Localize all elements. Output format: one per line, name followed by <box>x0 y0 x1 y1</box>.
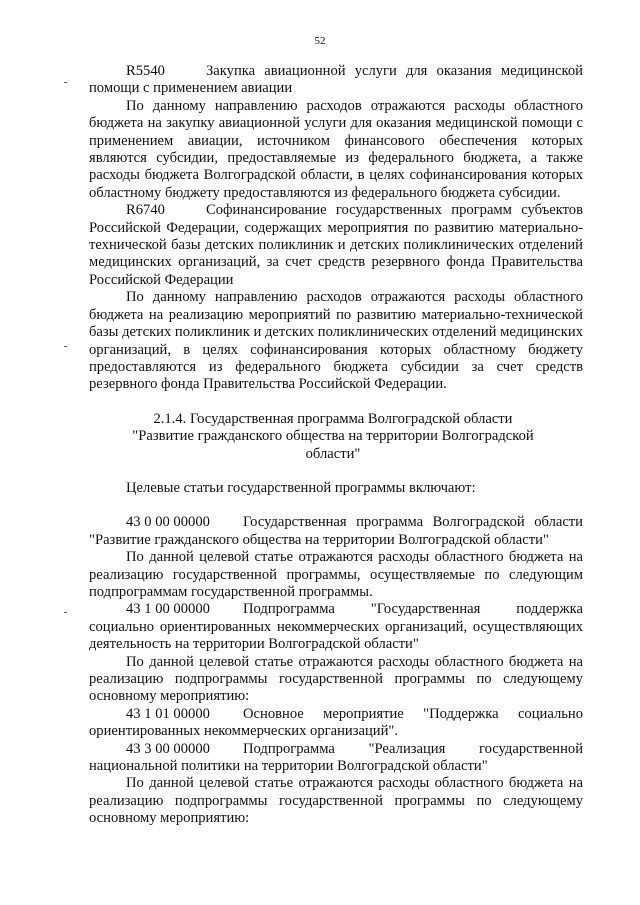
target-item-43-1-00 <box>89 601 583 653</box>
target-item-43-3-00 <box>89 741 583 776</box>
target-code: 43 1 01 00000 <box>126 705 210 722</box>
paragraph: По данной целевой статье отражаются расходы областного бюджета на реализацию подпрограммы государственной программы по следующему основному мероприятию: <box>89 775 583 827</box>
target-title: Подпрограмма "Государственная поддержка социально ориентированных некоммерческих организаций, осуществляющих деятельность на территории Волгоградской области" <box>89 601 583 653</box>
target-code: 43 1 00 00000 <box>126 601 210 618</box>
target-item-43-1-01 <box>89 706 583 741</box>
target-item-r5540 <box>89 63 583 98</box>
margin-mark <box>64 612 67 613</box>
target-item-43-0-00 <box>89 514 583 549</box>
target-item-r6740 <box>89 202 583 289</box>
target-title: Закупка авиационной услуги для оказания медицинской помощи с применением авиации <box>89 63 583 97</box>
target-code: R6740 <box>126 202 165 219</box>
target-code: 43 0 00 00000 <box>126 514 210 531</box>
target-code: 43 3 00 00000 <box>126 740 210 757</box>
page-number: 52 <box>314 35 326 47</box>
paragraph: По данной целевой статье отражаются расходы областного бюджета на реализацию государственной программы, осуществляемые по следующим подпрограммам государственной программы. <box>89 549 583 600</box>
paragraph: По данному направлению расходов отражаются расходы областного бюджета на реализацию мероприятий по развитию материально-технической базы детских поликлиник и детских поликлинических отделений медицинских организаций, в целях софинансирования которых областному бюджету предоставляются из федерального бюджета субсидии за счет средств резервного фонда Правительства Российской Федерации. <box>89 289 583 393</box>
paragraph: По данной целевой статье отражаются расходы областного бюджета на реализацию подпрограммы государственной программы по следующему основному мероприятию: <box>89 653 583 705</box>
intro-line: Целевые статьи государственной программы включают: <box>126 479 476 496</box>
document-body <box>89 63 583 828</box>
target-title: Государственная программа Волгоградской области "Развитие гражданского общества на территории Волгоградской области" <box>89 514 583 548</box>
margin-mark <box>64 82 67 83</box>
paragraph: По данному направлению расходов отражаются расходы областного бюджета на закупку авиационной услуги для оказания медицинской помощи с применением авиации, источником финансового обеспечения которых являются субсидии, предоставляемые из федерального бюджета, а также расходы бюджета Волгоградской области, в целях софинансирования которых областному бюджету предоставляются из федерального бюджета субсидии. <box>89 97 583 201</box>
section-heading: 2.1.4. Государственная программа Волгоградской области "Развитие гражданского общества на территории Волгоградской области" <box>132 410 534 462</box>
target-title: Софинансирование государственных программ субъектов Российской Федерации, содержащих мероприятия по развитию материально-технической базы детских поликлиник и детских поликлинических отделений медицинских организаций, за счет средств резервного фонда Правительства Российской Федерации <box>89 202 583 288</box>
target-code: R5540 <box>126 63 165 79</box>
target-title: Подпрограмма "Реализация государственной национальной политики на территории Волгоградской области" <box>89 740 583 775</box>
margin-mark <box>64 346 67 347</box>
target-title: Основное мероприятие "Поддержка социально ориентированных некоммерческих организаций". <box>89 705 583 740</box>
